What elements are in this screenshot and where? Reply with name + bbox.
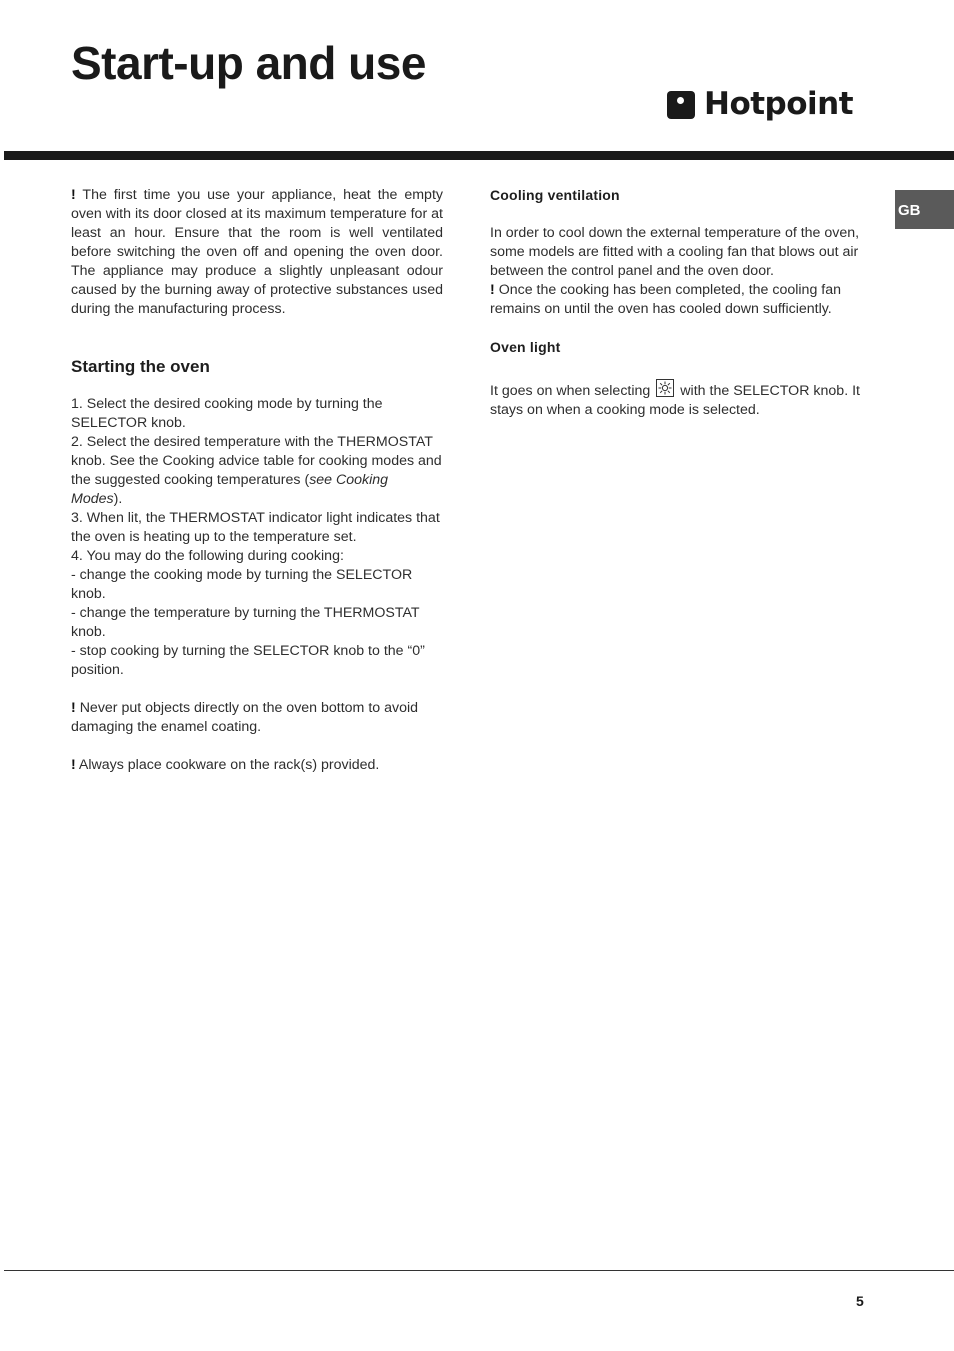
intro-paragraph [71,186,443,319]
brand-name: Hotpoint [704,85,854,122]
step-4: 4. You may do the following during cooking: [71,548,344,564]
page-number: 5 [856,1293,864,1309]
oven-light-heading: Oven light [490,339,561,355]
step-3: 3. When lit, the THERMOSTAT indicator light indicates that the oven is heating up to the temperature set. [71,510,440,545]
warning-mark: ! [71,700,76,716]
hotpoint-logo [667,86,853,122]
starting-oven-heading: Starting the oven [71,357,210,376]
right-column [490,186,860,420]
step-2-text: 2. Select the desired temperature with the THERMOSTAT knob. See the Cooking advice table for cooking modes and the suggested cooking temperatures ( [71,434,442,488]
oven-light-text-start: It goes on when selecting [490,383,651,399]
warning-cookware-text: Always place cookware on the rack(s) provided. [78,757,380,773]
header-divider [4,151,954,160]
cooling-ventilation-text: In order to cool down the external temperature of the oven, some models are fitted with a cooling fan that blows out air between the control panel and the oven door. [490,225,860,279]
page-title: Start-up and use [71,37,426,89]
step-2 [71,433,443,509]
warning-oven-bottom [71,699,443,737]
during-cooking-option-3: - stop cooking by turning the SELECTOR knob to the “0” position. [71,643,425,678]
during-cooking-option-1: - change the cooking mode by turning the SELECTOR knob. [71,567,413,602]
cooking-modes-reference: see Cooking Modes [71,472,389,507]
cooling-fan-note-text: Once the cooking has been completed, the cooling fan remains on until the oven has cooled down sufficiently. [490,282,841,317]
warning-cookware [71,756,443,775]
oven-light-text [490,379,860,420]
step-1: 1. Select the desired cooking mode by turning the SELECTOR knob. [71,396,383,431]
warning-oven-bottom-text: Never put objects directly on the oven bottom to avoid damaging the enamel coating. [71,700,419,735]
language-tab: GB [895,190,954,229]
intro-text: The first time you use your appliance, heat the empty oven with its door closed at its maximum temperature for at least an hour. Ensure that the room is well ventilated before switching the oven off and opening the oven door. The appliance may produce a slightly unpleasant odour caused by the burning away of protective substances used during the manufacturing process. [71,187,443,317]
warning-mark: ! [490,282,495,298]
cooling-ventilation-heading: Cooling ventilation [490,187,620,203]
hotpoint-logo-icon [667,91,695,119]
during-cooking-option-2: - change the temperature by turning the THERMOSTAT knob. [71,605,420,640]
warning-mark: ! [71,757,76,773]
warning-mark: ! [71,187,76,203]
oven-lamp-icon [656,379,674,397]
step-2-end: ). [113,491,123,507]
cooling-fan-note [490,281,860,319]
left-column [71,186,443,775]
oven-light-text-end: with the SELECTOR knob. It stays on when a cooking mode is selected. [490,383,861,418]
footer-divider [4,1270,954,1271]
